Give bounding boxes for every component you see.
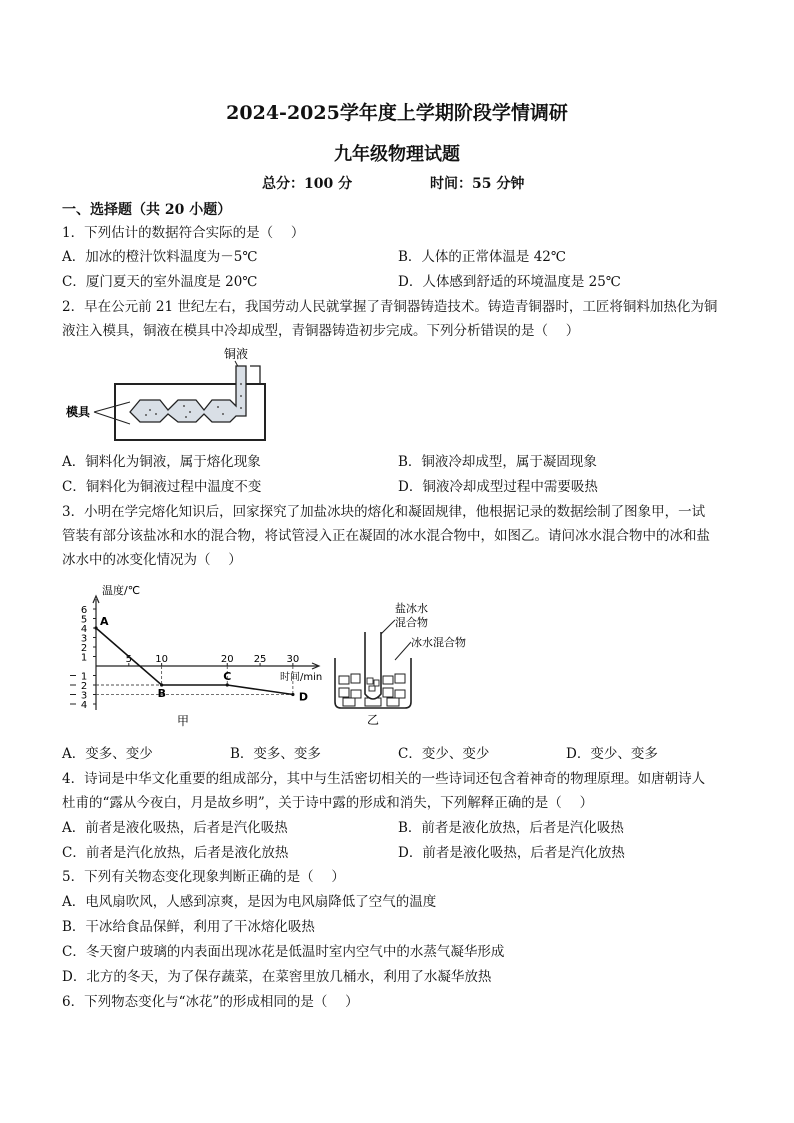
q2-option-a[interactable]: A．铜料化为铜液，属于熔化现象: [62, 454, 261, 470]
mold-sprue: [250, 366, 260, 384]
q3-option-d[interactable]: D．变少、变多: [566, 746, 658, 762]
q3-stem-line3: 冰水中的冰变化情况为（ ）: [62, 552, 242, 568]
exam-time: 时间：55 分钟: [430, 176, 525, 192]
q1-option-d[interactable]: D．人体感到舒适的环境温度是 25℃: [398, 274, 621, 290]
q2-mold-figure: [60, 344, 280, 444]
salt-ice-label-2: 混合物: [395, 616, 428, 629]
q2-stem-line1: 2．早在公元前 21 世纪左右，我国劳动人民就掌握了青铜器铸造技术。铸造青铜器时，工匠将铜料加热化为铜: [62, 299, 718, 315]
q4-stem-line1: 4．诗词是中华文化重要的组成部分，其中与生活密切相关的一些诗词还包含着神奇的物理原理。如唐朝诗人: [62, 771, 706, 787]
copper-liquid-label: 铜液: [224, 347, 249, 361]
q3-option-c[interactable]: C．变少、变少: [398, 746, 490, 762]
mold-cavity: [130, 366, 246, 422]
q2-stem-line2: 液注入模具，铜液在模具中冷却成型，青铜器铸造初步完成。下列分析错误的是（ ）: [62, 323, 580, 339]
exam-subtitle: 九年级物理试题: [334, 144, 460, 165]
ice-water-label: 冰水混合物: [411, 636, 466, 649]
x-tick-label: 5: [125, 654, 132, 665]
q3-stem-line2: 管装有部分该盐冰和水的混合物，将试管浸入正在凝固的冰水混合物中，如图乙。请问冰水混合物中的冰和盐: [62, 528, 710, 544]
exam-title: 2024-2025学年度上学期阶段学情调研: [226, 102, 568, 124]
q1-option-c[interactable]: C．厦门夏天的室外温度是 20℃: [62, 274, 258, 290]
y-tick-label: 4: [80, 700, 88, 711]
y-tick-label: 2: [80, 643, 88, 654]
q2-option-d[interactable]: D．铜液冷却成型过程中需要吸热: [398, 479, 598, 495]
point-label: A: [100, 615, 109, 628]
salt-ice-label: 盐冰水: [395, 602, 428, 615]
q4-option-a[interactable]: A．前者是液化吸热，后者是汽化吸热: [62, 820, 288, 836]
y-tick-label: 4: [80, 624, 88, 635]
point-label: D: [298, 690, 309, 704]
q2-option-b[interactable]: B．铜液冷却成型，属于凝固现象: [398, 454, 597, 470]
mold-label: 模具: [66, 405, 91, 419]
mold-pointer-2: [94, 412, 130, 424]
point-label: C: [223, 670, 232, 683]
x-tick-label: 20: [220, 654, 234, 665]
chart-y-label: 温度/℃: [102, 584, 141, 597]
q4-stem-line2: 杜甫的“露从今夜白，月是故乡明”，关于诗中露的形成和消失，下列解释正确的是（ ）: [62, 795, 594, 811]
section-heading: 一、选择题（共 20 小题）: [62, 202, 232, 218]
q3-stem-line1: 3．小明在学完熔化知识后，回家探究了加盐冰块的熔化和凝固规律，他根据记录的数据绘制了图象甲，一试: [62, 504, 706, 520]
q5-option-d[interactable]: D．北方的冬天，为了保存蔬菜，在菜窖里放几桶水，利用了水凝华放热: [62, 969, 492, 985]
q3-option-b[interactable]: B．变多、变多: [230, 746, 321, 762]
y-tick-label: 3: [80, 633, 88, 645]
x-tick-label: 25: [253, 654, 267, 665]
q5-option-a[interactable]: A．电风扇吹风，人感到凉爽，是因为电风扇降低了空气的温度: [62, 894, 437, 910]
q2-option-c[interactable]: C．铜料化为铜液过程中温度不变: [62, 479, 262, 495]
q1-stem: 1．下列估计的数据符合实际的是（ ）: [62, 225, 305, 241]
temperature-point: [226, 683, 229, 686]
q1-option-a[interactable]: A．加冰的橙汁饮料温度为－5℃: [62, 249, 258, 265]
q1-option-b[interactable]: B．人体的正常体温是 42℃: [398, 249, 566, 265]
y-tick-label: 6: [80, 605, 88, 616]
chart-caption: 甲: [177, 714, 190, 728]
q5-option-c[interactable]: C．冬天窗户玻璃的内表面出现冰花是低温时室内空气中的水蒸气凝华形成: [62, 944, 505, 960]
point-label: B: [157, 687, 167, 700]
x-tick-label: 10: [155, 654, 168, 665]
y-tick-label: 3: [80, 690, 88, 702]
x-tick-label: 30: [286, 654, 300, 665]
y-tick-label: 1: [80, 652, 88, 664]
q3-option-a[interactable]: A．变多、变少: [62, 746, 153, 762]
q3-beaker-figure: [325, 598, 485, 726]
total-score: 总分：100 分: [262, 176, 353, 192]
q5-option-b[interactable]: B．干冰给食品保鲜，利用了干冰熔化吸热: [62, 919, 315, 935]
y-tick-label: 1: [80, 671, 88, 683]
beaker-caption: 乙: [367, 713, 380, 726]
y-tick-label: 5: [80, 614, 88, 626]
q5-stem: 5．下列有关物态变化现象判断正确的是（ ）: [62, 869, 345, 885]
temperature-point: [291, 693, 294, 696]
q4-option-c[interactable]: C．前者是汽化放热，后者是液化放热: [62, 845, 289, 861]
ice-pointer: [395, 642, 411, 660]
temperature-point: [94, 626, 97, 629]
q4-option-d[interactable]: D．前者是液化吸热，后者是汽化放热: [398, 845, 625, 861]
mold-pointer-1: [94, 402, 130, 412]
y-tick-label: 2: [80, 681, 88, 692]
q6-stem: 6．下列物态变化与“冰花”的形成相同的是（ ）: [62, 994, 359, 1010]
chart-x-label: 时间/min: [280, 672, 323, 683]
q3-temperature-chart: [62, 582, 342, 732]
q4-option-b[interactable]: B．前者是液化放热，后者是汽化吸热: [398, 820, 624, 836]
